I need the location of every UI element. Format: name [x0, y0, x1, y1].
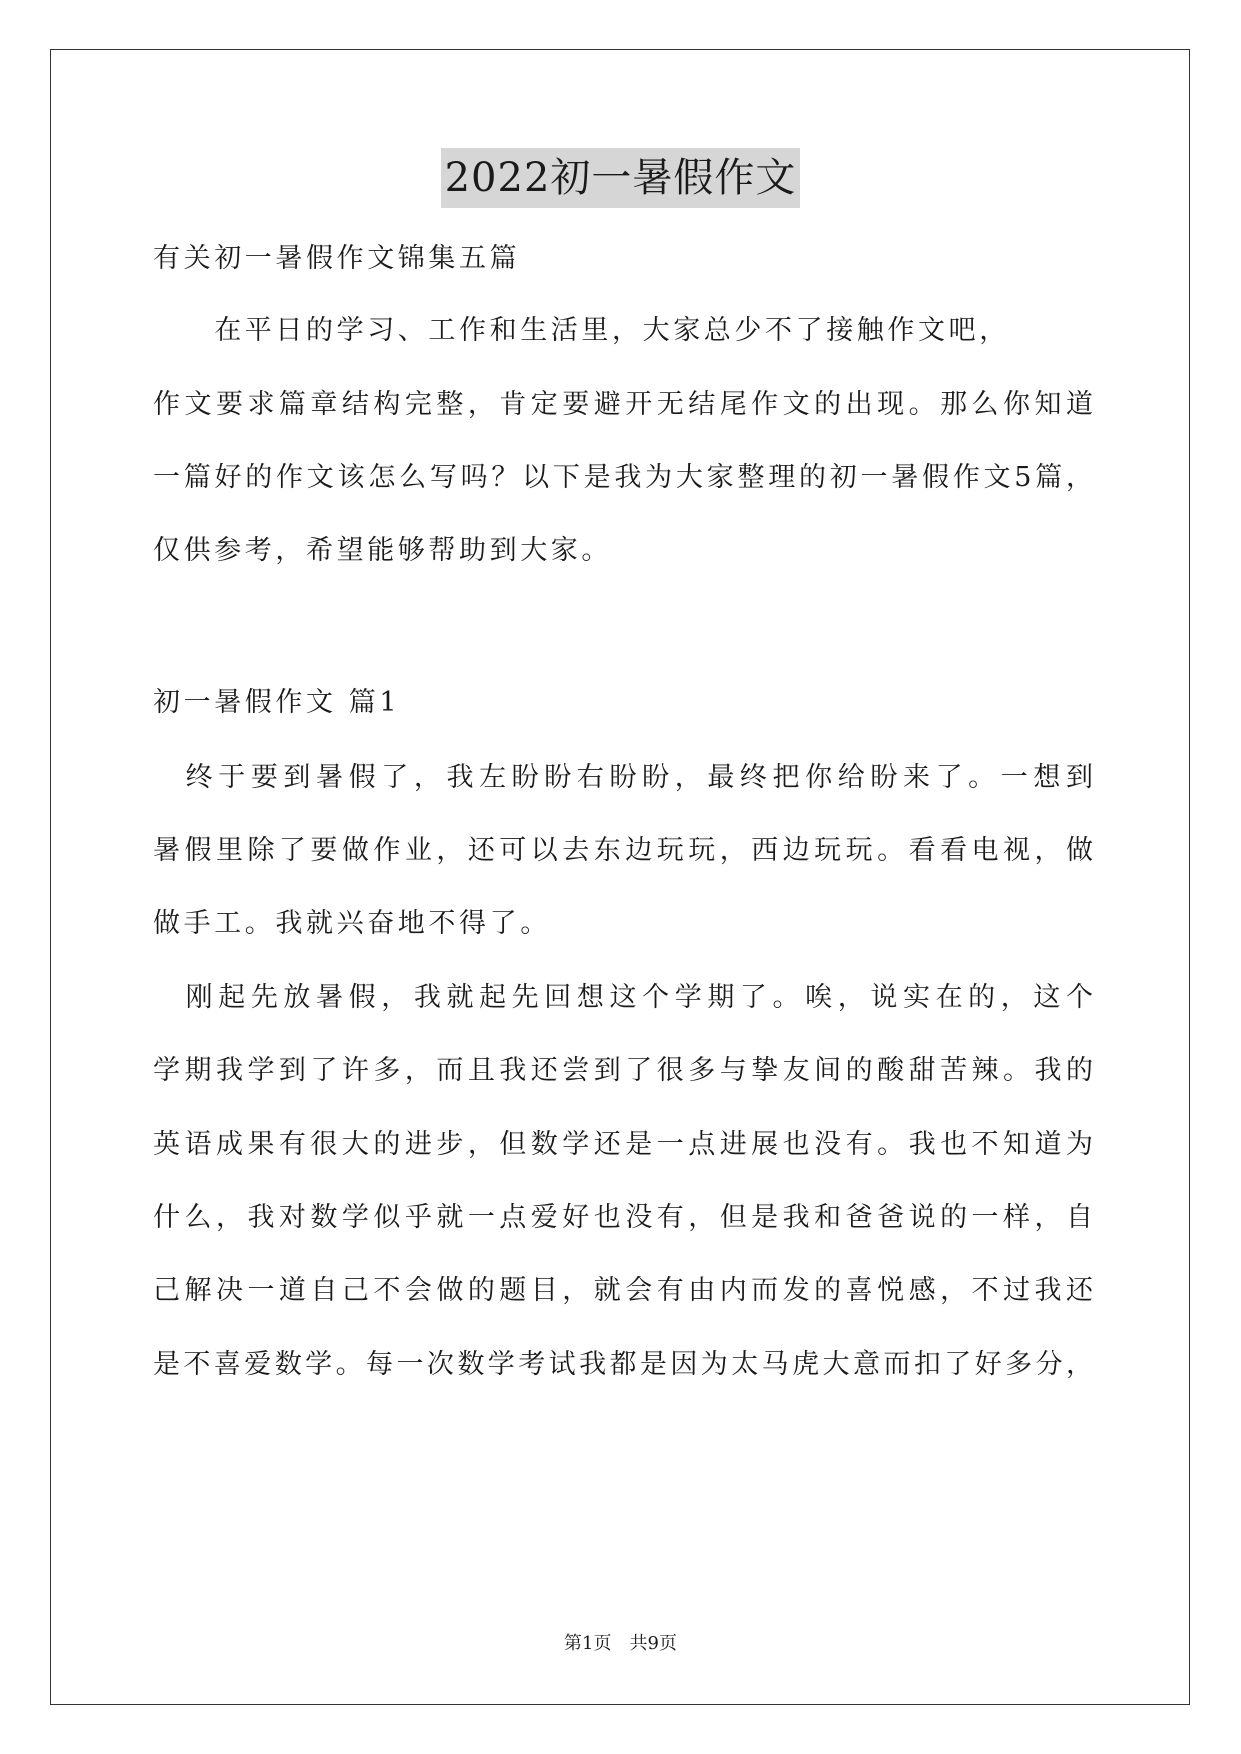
paragraph1-line-1: 终于要到暑假了，我左盼盼右盼盼，最终把你给盼来了。一想到 [153, 762, 1093, 793]
intro-line-1: 在平日的学习、工作和生活里，大家总少不了接触作文吧， [153, 315, 1010, 346]
paragraph2-line-5: 己解决一道自己不会做的题目，就会有由内而发的喜悦感，不过我还 [153, 1275, 1093, 1306]
intro-line-4: 仅供参考，希望能够帮助到大家。 [153, 535, 612, 566]
paragraph1-line-3: 做手工。我就兴奋地不得了。 [153, 908, 551, 939]
page-border [50, 49, 1190, 1705]
intro-line-2: 作文要求篇章结构完整，肯定要避开无结尾作文的出现。那么你知道 [153, 389, 1093, 420]
intro-line-3: 一篇好的作文该怎么写吗？以下是我为大家整理的初一暑假作文5篇， [153, 462, 1093, 493]
paragraph2-line-2: 学期我学到了许多，而且我还尝到了很多与挚友间的酸甜苦辣。我的 [153, 1055, 1093, 1086]
section-heading: 初一暑假作文 篇1 [153, 687, 401, 718]
paragraph2-line-4: 什么，我对数学似乎就一点爱好也没有，但是我和爸爸说的一样，自 [153, 1202, 1093, 1233]
document-title: 2022初一暑假作文 [441, 148, 801, 208]
paragraph2-line-6: 是不喜爱数学。每一次数学考试我都是因为太马虎大意而扣了好多分， [153, 1349, 1093, 1380]
document-subtitle: 有关初一暑假作文锦集五篇 [153, 243, 521, 274]
page-number-footer: 第1页 共9页 [564, 1633, 677, 1654]
paragraph2-line-1: 刚起先放暑假，我就起先回想这个学期了。唉，说实在的，这个 [153, 982, 1093, 1013]
paragraph1-line-2: 暑假里除了要做作业，还可以去东边玩玩，西边玩玩。看看电视，做 [153, 835, 1093, 866]
paragraph2-line-3: 英语成果有很大的进步，但数学还是一点进展也没有。我也不知道为 [153, 1129, 1093, 1160]
title-container [0, 148, 1241, 208]
